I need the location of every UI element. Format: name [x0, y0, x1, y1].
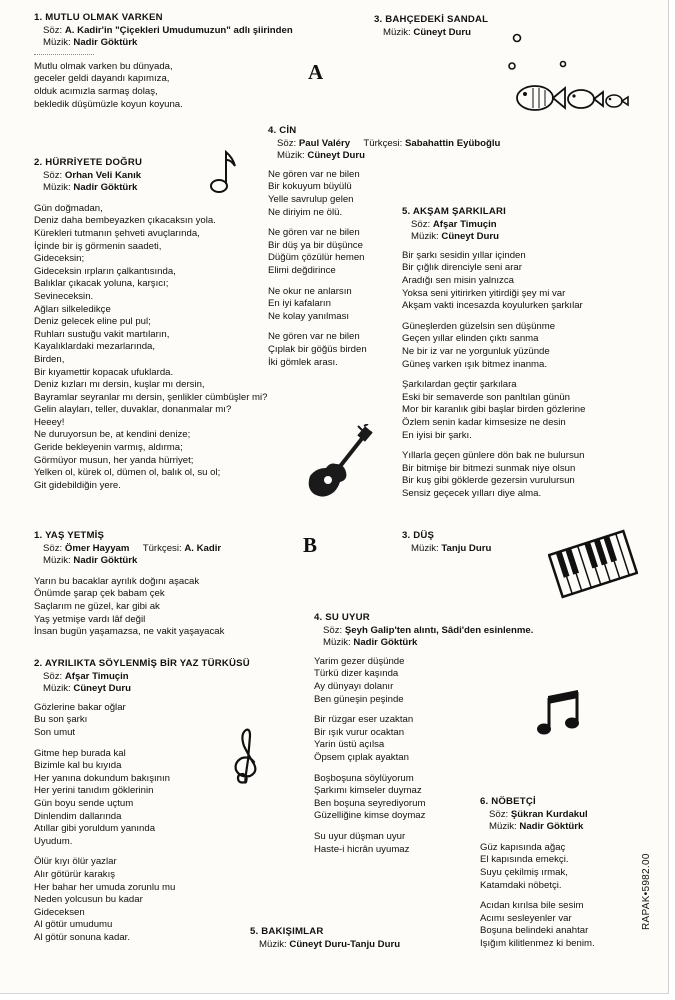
song-credits: Söz: Şükran Kurdakul: [489, 808, 588, 820]
song-a5: [402, 206, 585, 500]
lyrics: Güz kapısında ağaç El kapısında emekçi. Suyu çekilmiş ırmak, Katamdaki nöbetçi. Acıdan kırılsa bile sesim Acımı sesleyenler var Boşuna belindeki anahtar Işığım kilitlenmez ki benim.: [480, 841, 595, 949]
eighth-note-icon: [205, 148, 239, 196]
song-credits: Müzik: Tanju Duru: [411, 542, 492, 554]
lyrics: Mutlu olmak varken bu dünyada, geceler geldi dayandı kapımıza, olduk acımızla sarmaş dolaş, bekledik düşümüzle koyun koyuna.: [34, 60, 183, 110]
song-credits: Söz: Paul Valéry Türkçesi: Sabahattin Eyüboğlu: [277, 137, 501, 149]
lyrics: Yarın bu bacaklar ayrılık doğını aşacak Önümde şarap çek babam çek Saçlarım ne güzel, kar gibi ak Yaş yetmişe vardı lâf değil İnsan bugün yaşamazsa, ne vakit yaşayacak: [34, 575, 225, 638]
lyrics: Bir şarkı sesidin yıllar içinden Bir çığlık direnciyle seni arar Aradığı sen misin yalnızca Yoksa seni yitirirken yitirdiği şey mi var Akşam vakti incesazda koyulurken şarkılar Güneşlerden güzelsin sen düşünme Geçen yıllar elinden çıktı sanma Ne bir iz var ne yorgunluk yüzünde Güneş varken ışık bitmez inanma. Şarkılardan geçtir şarkılara Eski bir semaverde son panltılan günün Mor bir karanlık gibi başlar birden gözlerine Özlem senin kadar kimsesize ne desin En iyisi bir şarkı. Yıllarla geçen günlere dön bak ne bulursun Bir bitmişe bir bitmezi sunmak niye olsun Bir kuş gibi göklerde gezersin vurulursun Sensiz geçecek yılları diye alma.: [402, 249, 586, 499]
song-b2: [34, 658, 250, 944]
song-title: 3. BAHÇEDEKİ SANDAL: [374, 14, 489, 25]
song-title: 4. CİN: [268, 125, 297, 136]
song-credits: Müzik: Nadir Göktürk: [43, 182, 138, 194]
song-title: 2. HÜRRİYETE DOĞRU: [34, 157, 143, 168]
beamed-notes-icon: [536, 688, 584, 740]
song-credits: Müzik: Cüneyt Duru: [43, 683, 131, 695]
song-credits: Söz: Ömer Hayyam Türkçesi: A. Kadir: [43, 542, 222, 554]
song-a2: [34, 157, 268, 492]
song-credits: Müzik: Nadir Göktürk: [489, 821, 584, 833]
lyrics: Ne gören var ne bilen Bir kokuyum büyülü Yelle savrulup gelen Ne diriyim ne ölü. Ne gören var ne bilen Bir düş ya bir düşünce Düğüm çözülür hemen Elimi değdirince Ne okur ne anlarsın En iyi kafaların Ne kolay yanılması Ne gören var ne bilen Çıplak bir göğüs birden İki gömlek arası.: [268, 168, 367, 368]
song-title: 5. BAKIŞIMLAR: [250, 926, 324, 937]
side-b-label: B: [303, 533, 318, 557]
song-credits: Müzik: Nadir Göktürk: [323, 637, 418, 649]
song-title: 4. SU UYUR: [314, 612, 370, 623]
song-credits: Söz: Afşar Timuçin: [43, 670, 129, 682]
piano-keys-icon: [548, 528, 638, 600]
song-credits: Müzik: Cüneyt Duru-Tanju Duru: [259, 938, 401, 950]
treble-clef-icon: [228, 724, 264, 788]
song-b1: [34, 530, 224, 639]
song-credits: Söz: A. Kadir'in "Çiçekleri Umudumuzun" adlı şiirinden: [43, 24, 293, 36]
song-credits: Müzik: Cüneyt Duru: [411, 231, 499, 243]
lyrics: Yarim gezer düşünde Türkü dizer kaşında Ay dünyayı dolanır Ben güneşin peşinde Bir rüzgar eser uzaktan Bir ışık vurur ocaktan Yarin üstü açılsa Öpsem çıplak ayaktan Boşboşuna söylüyorum Şarkımı kimseler duymaz Ben boşuna seyrediyorum Güzelliğine kimse doymaz Su uyur düşman uyur Haste-i hicrân uyumaz: [314, 655, 426, 855]
song-credits: Söz: Orhan Veli Kanık: [43, 169, 142, 181]
song-a1: [34, 12, 293, 111]
song-credits: Müzik: Cüneyt Duru: [383, 26, 471, 38]
song-title: 2. AYRILIKTA SÖYLENMİŞ BİR YAZ TÜRKÜSÜ: [34, 658, 250, 669]
side-a-label: A: [308, 60, 324, 84]
song-credits: Müzik: Cüneyt Duru: [277, 150, 365, 162]
song-title: 1. MUTLU OLMAK VARKEN: [34, 12, 163, 23]
song-title: 3. DÜŞ: [402, 530, 435, 541]
song-b5: [250, 926, 400, 951]
song-title: 5. AKŞAM ŞARKILARI: [402, 206, 506, 217]
song-a3: [374, 14, 488, 39]
song-b6: [480, 796, 595, 951]
song-b3: [402, 530, 491, 555]
lyrics: Gün doğmadan, Deniz daha bembeyazken çıkacaksın yola. Kürekleri tutmanın şehveti avuçlarında, İçinde bir iş görmenin saadeti, Gideceksin; Gideceksin ırpların çalkantısında, Balıklar çıkacak yoluna, karşıcı; Sevineceksin. Ağları silkeledikçe Deniz gelecek eline pul pul; Ruhları sustuğu vakit martıların, Kayalıklardaki mezarlarında, Birden, Bir kıyamettir kopacak ufuklarda. Deniz kızları mı dersin, kuşlar mı dersin, Bayramlar seyranlar mı dersin, şenlikler cümbüşler mi? Gelin alayları, teller, duvaklar, donanmalar mı? Heeey! Ne duruyorsun be, at kendini denize; Geride bekleyenin varmış, aldırma; Görmüyor musun, her yanda hürriyet; Yelken ol, kürek ol, dümen ol, balık ol, su ol; Git gidebildiğin yere.: [34, 202, 268, 491]
song-title: 1. YAŞ YETMİŞ: [34, 530, 105, 541]
song-title: 6. NÖBETÇİ: [480, 796, 536, 807]
song-credits: Müzik: Nadir Göktürk: [43, 555, 138, 567]
catalog-number: RAPAK•5982.00: [641, 853, 652, 930]
guitar-icon: [304, 424, 376, 500]
fish-icon: [505, 28, 630, 123]
lyrics: Gözlerine bakar oğlar Bu son şarkı Son umut Gitme hep burada kal Bizimle kal bu kıyıda Her yanına dokundum bakışının Her yerini tanıdım göklerinin Gün boyu sende uçtum Dinlendim dallarında Atıllar gibi yoruldum yanında Uyudum. Ölür kıyı ölür yazlar Alır götürür karakış Her bahar her umuda zorunlu mu Neden yolcusun bu kadar Gideceksen Al götür umudumu Al götür sonuna kadar.: [34, 701, 176, 943]
song-credits: Söz: Afşar Timuçin: [411, 218, 497, 230]
song-credits: Müzik: Nadir Göktürk: [43, 37, 138, 49]
divider: [34, 54, 94, 55]
song-credits: Söz: Şeyh Galip'ten alıntı, Sâdi'den esinlenme.: [323, 624, 534, 636]
